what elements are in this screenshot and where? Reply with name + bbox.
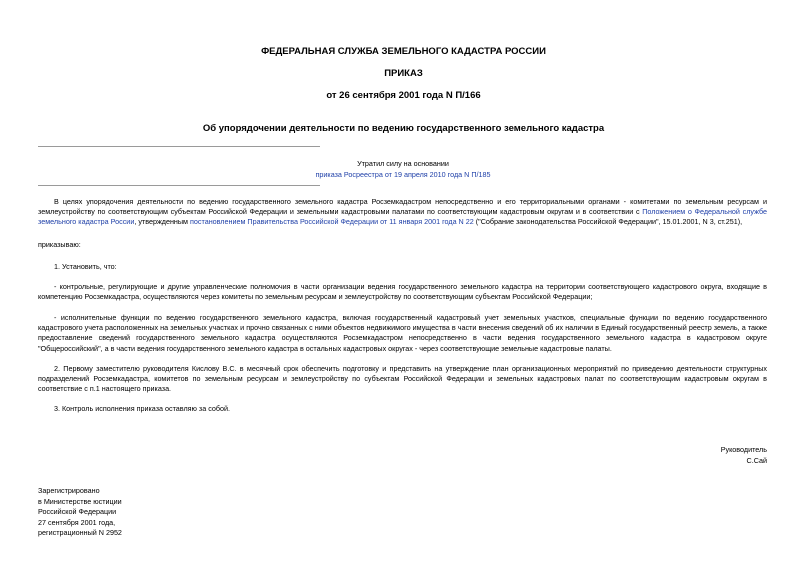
registration-line: Зарегистрировано — [38, 486, 100, 495]
preamble-text-a: В целях упорядочения деятельности по ведению государственного земельного кадастра Росземкадастром непосредственно и его территориальными органами - комитетами по земельным ресурсам и землеустройству по соответствующим субъектам Российской Федерации и земельными кадастровыми палатами по соответствующим кадастровым округам и в соответствии с — [38, 197, 767, 217]
registration-block — [38, 486, 122, 539]
clause-1: 1. Установить, что: — [54, 262, 117, 271]
status-note: Утратил силу на основании — [357, 159, 449, 168]
registration-line: 27 сентября 2001 года, — [38, 517, 116, 527]
registration-line: в Министерстве юстиции — [38, 496, 122, 506]
registration-line: регистрационный N 2952 — [38, 528, 122, 537]
government-decree-link[interactable]: постановлением Правительства Российской Федерации от 11 января 2001 года N 22 — [190, 217, 474, 227]
clause-3: 3. Контроль исполнения приказа оставляю за собой. — [54, 404, 231, 413]
clause-1-item-2: - исполнительные функции по ведению государственного земельного кадастра, включая государственный кадастровый учет земельных участков, специальные функции по ведению государственного кадастрового учета расположенных на земельных участках и прочно связанных с ними объектов недвижимого имущества в части внесения сведений об их наличии в Единый государственный реестр земель, а также предоставление сведений государственного земельного кадастра осуществляются Росземкадастром непосредственно в части ведения государственного земельного кадастра в кадастровом округе "Общероссийский", а в части ведения государственного земельного кадастра в остальных кадастровых округах - через соответствующие земельные кадастровые палаты. — [38, 313, 767, 353]
preamble-paragraph — [38, 197, 767, 228]
document-type: ПРИКАЗ — [384, 68, 423, 79]
registration-line: Российской Федерации — [38, 507, 117, 516]
signature-role: Руководитель — [720, 445, 767, 454]
order-phrase: приказываю: — [38, 240, 81, 249]
agency-name: ФЕДЕРАЛЬНАЯ СЛУЖБА ЗЕМЕЛЬНОГО КАДАСТРА РОССИИ — [261, 46, 546, 57]
clause-2: 2. Первому заместителю руководителя Кислову В.С. в месячный срок обеспечить подготовку и представить на утверждение план организационных мероприятий по приведению деятельности структурных подразделений Росземкадастра, комитетов по земельным ресурсам и землеустройству по субъектам Российской Федерации и земельных кадастровых палат по соответствующим кадастровым округам в соответствие с п.1 настоящего приказа. — [38, 364, 767, 394]
document-title: Об упорядочении деятельности по ведению государственного земельного кадастра — [202, 123, 605, 134]
signature-name: С.Сай — [746, 455, 767, 465]
divider-top — [38, 146, 320, 147]
preamble-text-b: , утвержденным — [134, 217, 190, 227]
preamble-text-c: ("Собрание законодательства Российской Федерации", 15.01.2001, N 3, ст.251), — [473, 217, 743, 227]
repeal-order-link[interactable]: приказа Росреестра от 19 апреля 2010 года N П/185 — [315, 170, 491, 179]
signature-block — [721, 445, 767, 466]
regulation-link[interactable]: Положением о Федеральной службе земельного кадастра России — [38, 207, 767, 227]
status-link-row — [38, 169, 768, 180]
clause-1-item-1: - контрольные, регулирующие и другие управленческие полномочия в части организации ведения государственного земельного кадастра на территории соответствующего кадастрового округа, входящие в компетенцию Росземкадастра, осуществляются через комитеты по земельным ресурсам и землеустройству по соответствующим субъектам Российской Федерации; — [38, 282, 767, 302]
document-date-number: от 26 сентября 2001 года N П/166 — [326, 90, 481, 101]
divider-bottom — [38, 185, 320, 186]
